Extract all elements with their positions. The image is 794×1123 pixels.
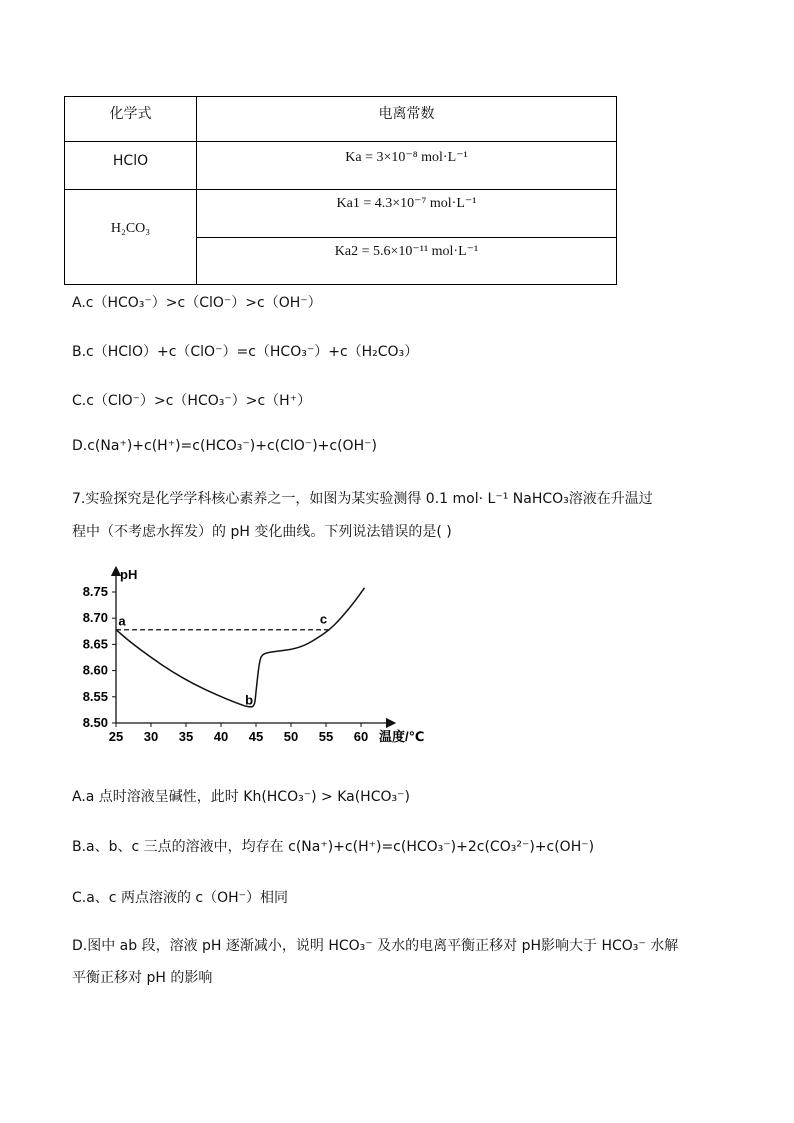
table-cell-hclo: HClO	[112, 153, 149, 169]
x-tick-label: 50	[283, 729, 299, 744]
point-label-b: b	[245, 692, 254, 708]
table-header-formula: 化学式	[109, 106, 152, 122]
y-tick-label: 8.55	[82, 688, 108, 704]
y-tick-label: 8.65	[82, 636, 108, 652]
point-label-c: c	[319, 611, 328, 627]
y-tick-label: 8.70	[82, 610, 108, 626]
y-tick-label: 8.60	[82, 662, 108, 678]
ph-temperature-chart	[72, 565, 425, 750]
q7-option-d-line1: D.图中 ab 段，溶液 pH 逐渐减小，说明 HCO₃⁻ 及水的电离平衡正移对 pH影响大于 HCO₃⁻ 水解	[72, 938, 679, 954]
point-label-a: a	[118, 613, 126, 629]
ionization-constant-table	[64, 96, 617, 285]
table-row-divider	[65, 141, 616, 142]
q6-option-d: D.c(Na⁺)+c(H⁺)=c(HCO₃⁻)+c(ClO⁻)+c(OH⁻)	[72, 438, 377, 454]
q7-option-c: C.a、c 两点溶液的 c（OH⁻）相同	[72, 890, 289, 906]
q7-option-a: A.a 点时溶液呈碱性，此时 Kh(HCO₃⁻) > Ka(HCO₃⁻)	[72, 789, 410, 805]
x-axis-label: 温度/℃	[379, 729, 425, 744]
table-row-divider	[65, 189, 616, 190]
q7-stem-line2: 程中（不考虑水挥发）的 pH 变化曲线。下列说法错误的是( )	[72, 524, 452, 540]
x-tick-label: 35	[178, 729, 194, 744]
q6-option-b: B.c（HClO）+c（ClO⁻）=c（HCO₃⁻）+c（H₂CO₃）	[72, 344, 419, 360]
q7-option-b: B.a、b、c 三点的溶液中，均存在 c(Na⁺)+c(H⁺)=c(HCO₃⁻)+2c(CO₃²⁻)+c(OH⁻)	[72, 839, 595, 855]
table-cell-h2co3: H₂CO₃	[110, 221, 151, 236]
x-tick-label: 40	[213, 729, 229, 744]
table-header-constant: 电离常数	[378, 106, 435, 122]
x-tick-label: 60	[353, 729, 369, 744]
table-row-divider	[196, 237, 616, 238]
table-cell-h2co3-ka2: Ka2 = 5.6×10⁻¹¹ mol·L⁻¹	[334, 244, 479, 259]
x-tick-label: 55	[318, 729, 334, 744]
q7-stem-line1: 7.实验探究是化学学科核心素养之一，如图为某实验测得 0.1 mol· L⁻¹ NaHCO₃溶液在升温过	[72, 491, 653, 507]
y-axis-label: pH	[120, 567, 138, 582]
table-cell-hclo-ka: Ka = 3×10⁻⁸ mol·L⁻¹	[345, 150, 468, 165]
q6-option-c: C.c（ClO⁻）>c（HCO₃⁻）>c（H⁺）	[72, 393, 312, 409]
y-tick-label: 8.50	[82, 715, 108, 730]
ph-curve	[116, 588, 365, 707]
x-tick-label: 45	[248, 729, 264, 744]
y-tick-label: 8.75	[82, 584, 108, 599]
x-tick-label: 25	[108, 729, 124, 744]
q7-option-d-line2: 平衡正移对 pH 的影响	[72, 970, 213, 986]
q6-option-a: A.c（HCO₃⁻）>c（ClO⁻）>c（OH⁻）	[72, 295, 322, 311]
x-tick-label: 30	[143, 729, 159, 744]
table-cell-h2co3-ka1: Ka1 = 4.3×10⁻⁷ mol·L⁻¹	[336, 196, 477, 211]
